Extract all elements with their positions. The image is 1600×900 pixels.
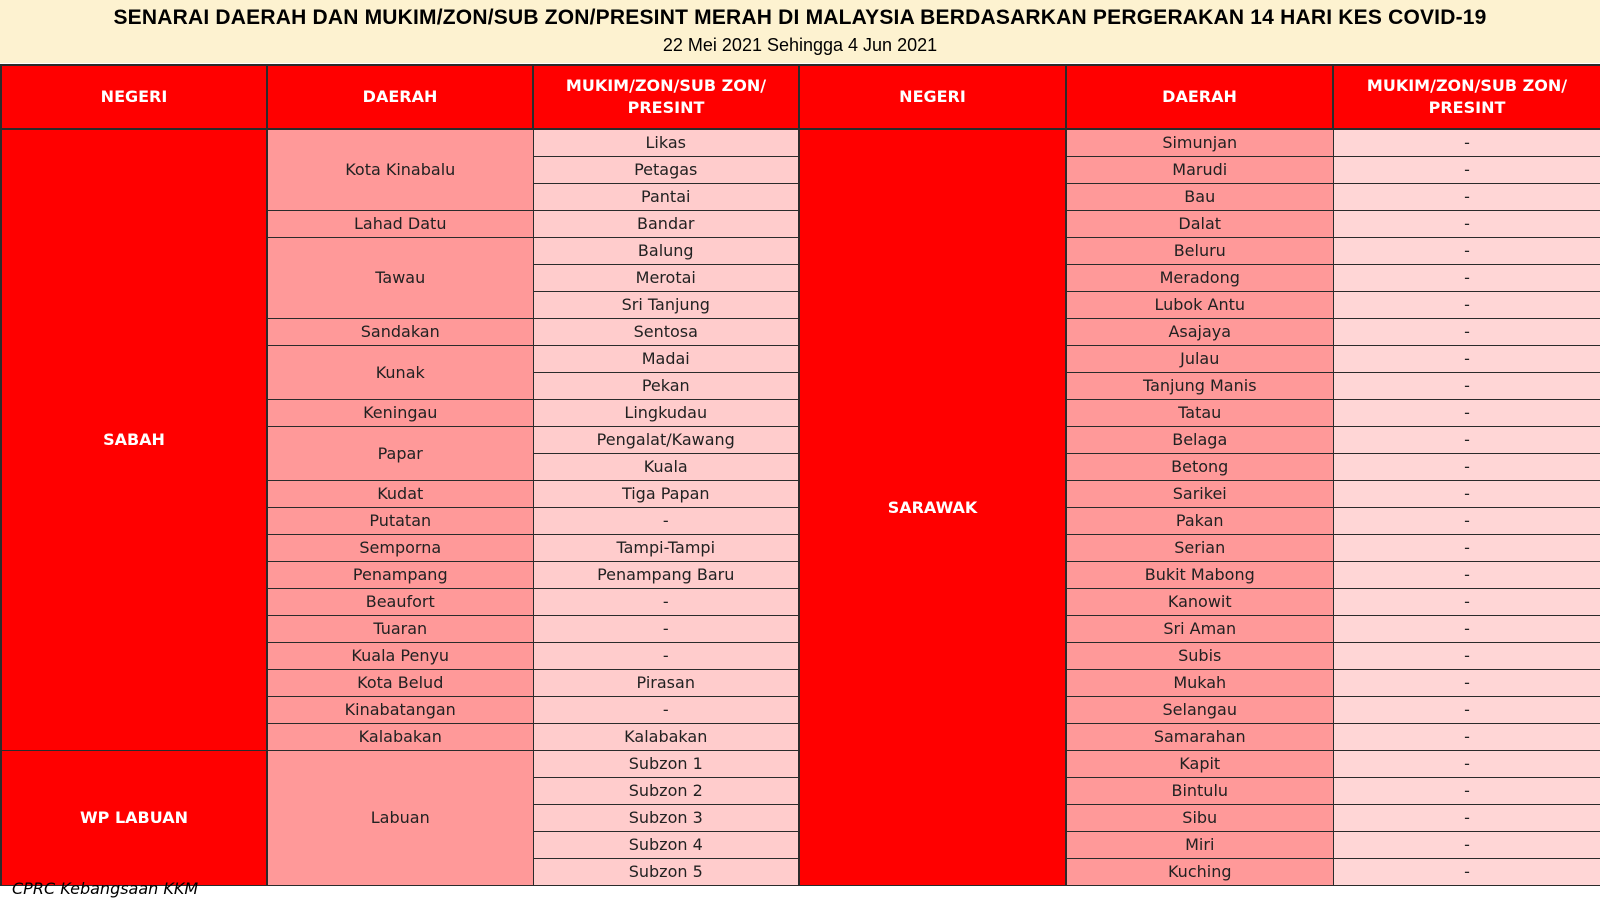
mukim-cell: - bbox=[1333, 184, 1600, 211]
district-cell: Lahad Datu bbox=[267, 211, 533, 238]
mukim-cell: - bbox=[1333, 832, 1600, 859]
mukim-cell: - bbox=[1333, 589, 1600, 616]
district-cell: Simunjan bbox=[1066, 129, 1333, 157]
header-daerah: DAERAH bbox=[267, 65, 533, 129]
header-negeri: NEGERI bbox=[1, 65, 267, 129]
mukim-cell: - bbox=[1333, 616, 1600, 643]
district-cell: Sandakan bbox=[267, 319, 533, 346]
mukim-cell: - bbox=[1333, 562, 1600, 589]
mukim-cell: - bbox=[1333, 670, 1600, 697]
district-cell: Meradong bbox=[1066, 265, 1333, 292]
state-cell: SARAWAK bbox=[799, 129, 1066, 886]
district-cell: Tawau bbox=[267, 238, 533, 319]
mukim-cell: - bbox=[1333, 238, 1600, 265]
mukim-cell: - bbox=[533, 508, 799, 535]
mukim-cell: Bandar bbox=[533, 211, 799, 238]
mukim-cell: Pirasan bbox=[533, 670, 799, 697]
mukim-cell: - bbox=[1333, 346, 1600, 373]
mukim-cell: Pengalat/Kawang bbox=[533, 427, 799, 454]
district-cell: Kota Kinabalu bbox=[267, 129, 533, 211]
district-cell: Subis bbox=[1066, 643, 1333, 670]
mukim-cell: - bbox=[1333, 481, 1600, 508]
district-cell: Serian bbox=[1066, 535, 1333, 562]
mukim-cell: Subzon 1 bbox=[533, 751, 799, 778]
mukim-cell: Pantai bbox=[533, 184, 799, 211]
mukim-cell: - bbox=[1333, 157, 1600, 184]
mukim-cell: Balung bbox=[533, 238, 799, 265]
mukim-cell: - bbox=[1333, 211, 1600, 238]
district-cell: Kunak bbox=[267, 346, 533, 400]
mukim-cell: - bbox=[1333, 508, 1600, 535]
header-mukim-right: MUKIM/ZON/SUB ZON/ PRESINT bbox=[1333, 65, 1600, 129]
mukim-cell: Petagas bbox=[533, 157, 799, 184]
district-cell: Sibu bbox=[1066, 805, 1333, 832]
mukim-cell: - bbox=[1333, 724, 1600, 751]
mukim-cell: - bbox=[1333, 697, 1600, 724]
mukim-cell: - bbox=[1333, 778, 1600, 805]
state-cell: WP LABUAN bbox=[1, 751, 267, 886]
state-cell: SABAH bbox=[1, 129, 267, 751]
district-cell: Bintulu bbox=[1066, 778, 1333, 805]
mukim-cell: - bbox=[1333, 535, 1600, 562]
mukim-cell: - bbox=[1333, 373, 1600, 400]
district-cell: Kanowit bbox=[1066, 589, 1333, 616]
district-cell: Kalabakan bbox=[267, 724, 533, 751]
district-cell: Dalat bbox=[1066, 211, 1333, 238]
district-cell: Selangau bbox=[1066, 697, 1333, 724]
header-daerah-right: DAERAH bbox=[1066, 65, 1333, 129]
header-mukim: MUKIM/ZON/SUB ZON/ PRESINT bbox=[533, 65, 799, 129]
mukim-cell: Likas bbox=[533, 129, 799, 157]
mukim-cell: - bbox=[1333, 292, 1600, 319]
mukim-cell: Lingkudau bbox=[533, 400, 799, 427]
district-cell: Belaga bbox=[1066, 427, 1333, 454]
district-cell: Tanjung Manis bbox=[1066, 373, 1333, 400]
district-cell: Pakan bbox=[1066, 508, 1333, 535]
district-cell: Lubok Antu bbox=[1066, 292, 1333, 319]
mukim-cell: - bbox=[1333, 319, 1600, 346]
mukim-cell: Sentosa bbox=[533, 319, 799, 346]
district-cell: Mukah bbox=[1066, 670, 1333, 697]
district-cell: Bau bbox=[1066, 184, 1333, 211]
mukim-cell: Subzon 4 bbox=[533, 832, 799, 859]
page-title: SENARAI DAERAH DAN MUKIM/ZON/SUB ZON/PRESINT MERAH DI MALAYSIA BERDASARKAN PERGERAKAN 14 HARI KES COVID-19 bbox=[113, 6, 1487, 29]
mukim-cell: Subzon 2 bbox=[533, 778, 799, 805]
district-cell: Samarahan bbox=[1066, 724, 1333, 751]
district-cell: Kinabatangan bbox=[267, 697, 533, 724]
district-cell: Julau bbox=[1066, 346, 1333, 373]
header-negeri-right: NEGERI bbox=[799, 65, 1066, 129]
mukim-cell: - bbox=[533, 643, 799, 670]
mukim-cell: - bbox=[1333, 400, 1600, 427]
mukim-cell: - bbox=[1333, 643, 1600, 670]
district-cell: Penampang bbox=[267, 562, 533, 589]
mukim-cell: Penampang Baru bbox=[533, 562, 799, 589]
district-cell: Miri bbox=[1066, 832, 1333, 859]
footer-source: CPRC Kebangsaan KKM bbox=[12, 879, 199, 898]
mukim-cell: Pekan bbox=[533, 373, 799, 400]
mukim-cell: Subzon 3 bbox=[533, 805, 799, 832]
mukim-cell: - bbox=[1333, 805, 1600, 832]
table-body bbox=[1, 129, 1600, 886]
district-cell: Tuaran bbox=[267, 616, 533, 643]
mukim-cell: - bbox=[1333, 129, 1600, 157]
mukim-cell: - bbox=[1333, 751, 1600, 778]
district-cell: Putatan bbox=[267, 508, 533, 535]
mukim-cell: Madai bbox=[533, 346, 799, 373]
district-cell: Labuan bbox=[267, 751, 533, 886]
mukim-cell: - bbox=[1333, 427, 1600, 454]
table-row bbox=[1, 129, 1600, 157]
table-header-row bbox=[1, 65, 1600, 129]
mukim-cell: - bbox=[1333, 265, 1600, 292]
mukim-cell: - bbox=[533, 697, 799, 724]
district-cell: Beluru bbox=[1066, 238, 1333, 265]
mukim-cell: Kuala bbox=[533, 454, 799, 481]
district-cell: Sri Aman bbox=[1066, 616, 1333, 643]
district-cell: Kudat bbox=[267, 481, 533, 508]
district-cell: Kapit bbox=[1066, 751, 1333, 778]
mukim-cell: - bbox=[533, 616, 799, 643]
mukim-cell: Kalabakan bbox=[533, 724, 799, 751]
mukim-cell: - bbox=[1333, 859, 1600, 886]
mukim-cell: Merotai bbox=[533, 265, 799, 292]
district-cell: Kota Belud bbox=[267, 670, 533, 697]
district-cell: Semporna bbox=[267, 535, 533, 562]
mukim-cell: Subzon 5 bbox=[533, 859, 799, 886]
district-cell: Papar bbox=[267, 427, 533, 481]
district-cell: Betong bbox=[1066, 454, 1333, 481]
red-zone-table bbox=[0, 64, 1600, 886]
mukim-cell: Sri Tanjung bbox=[533, 292, 799, 319]
district-cell: Bukit Mabong bbox=[1066, 562, 1333, 589]
district-cell: Kuala Penyu bbox=[267, 643, 533, 670]
district-cell: Kuching bbox=[1066, 859, 1333, 886]
district-cell: Marudi bbox=[1066, 157, 1333, 184]
mukim-cell: - bbox=[1333, 454, 1600, 481]
mukim-cell: Tiga Papan bbox=[533, 481, 799, 508]
mukim-cell: Tampi-Tampi bbox=[533, 535, 799, 562]
district-cell: Sarikei bbox=[1066, 481, 1333, 508]
district-cell: Tatau bbox=[1066, 400, 1333, 427]
date-range-subtitle: 22 Mei 2021 Sehingga 4 Jun 2021 bbox=[662, 35, 938, 55]
district-cell: Keningau bbox=[267, 400, 533, 427]
mukim-cell: - bbox=[533, 589, 799, 616]
district-cell: Asajaya bbox=[1066, 319, 1333, 346]
district-cell: Beaufort bbox=[267, 589, 533, 616]
